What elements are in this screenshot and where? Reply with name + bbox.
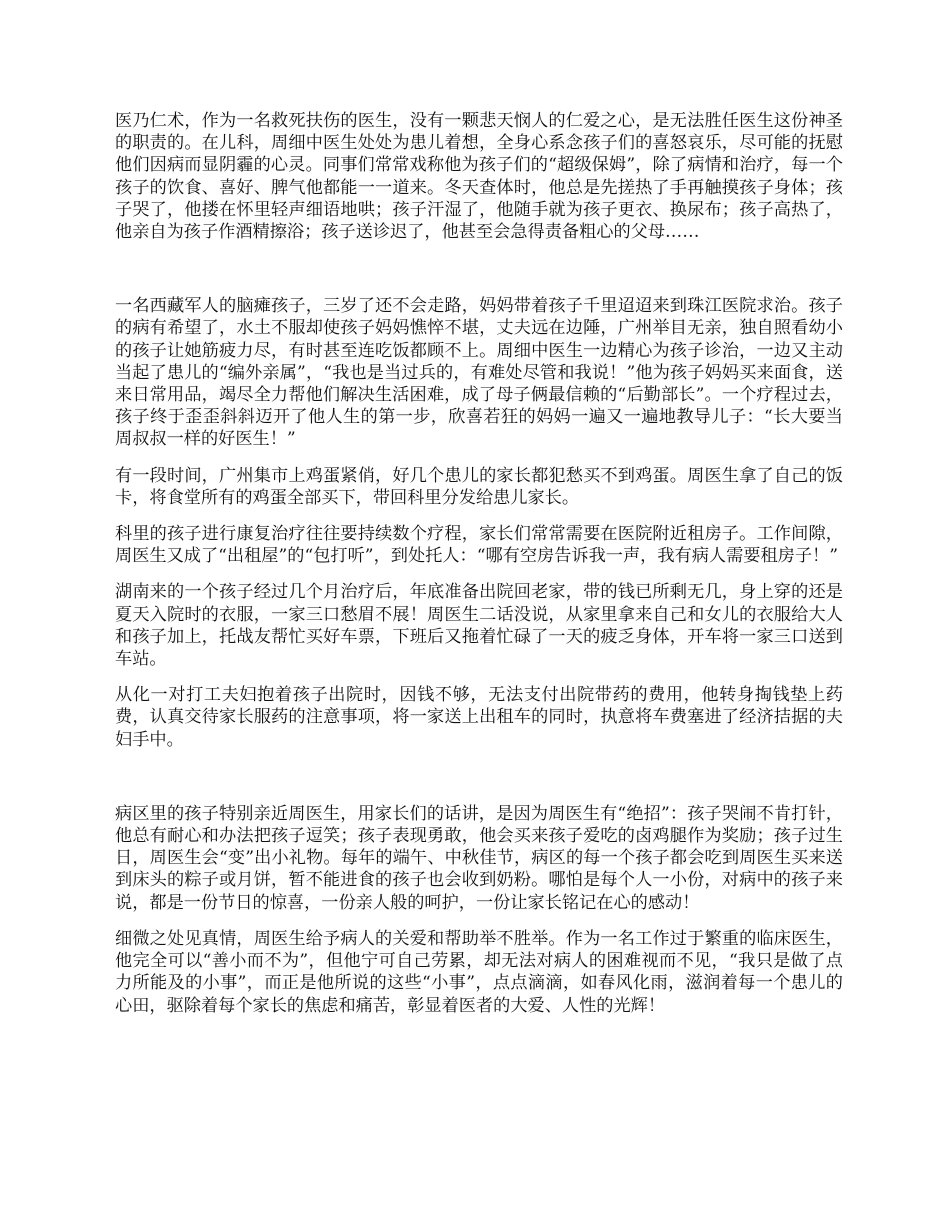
document-body — [115, 110, 843, 1017]
paragraph: 湖南来的一个孩子经过几个月治疗后，年底准备出院回老家，带的钱已所剩无几，身上穿的还是夏天入院时的衣服，一家三口愁眉不展！周医生二话没说，从家里拿来自己和女儿的衣服给大人和孩子加上，托战友帮忙买好车票，下班后又拖着忙碌了一天的疲乏身体，开车将一家三口送到车站。 — [115, 582, 843, 670]
section-gap — [115, 243, 843, 295]
paragraph-gap — [115, 451, 843, 465]
paragraph-gap — [115, 670, 843, 684]
paragraph: 有一段时间，广州集市上鸡蛋紧俏，好几个患儿的家长都犯愁买不到鸡蛋。周医生拿了自己的饭卡，将食堂所有的鸡蛋全部买下，带回科里分发给患儿家长。 — [115, 465, 843, 508]
paragraph: 科里的孩子进行康复治疗往往要持续数个疗程，家长们常常需要在医院附近租房子。工作间隙，周医生又成了“出租屋”的“包打听”，到处托人：“哪有空房告诉我一声，我有病人需要租房子！” — [115, 524, 843, 567]
paragraph: 一名西藏军人的脑瘫孩子，三岁了还不会走路，妈妈带着孩子千里迢迢来到珠江医院求治。孩子的病有希望了，水土不服却使孩子妈妈憔悴不堪，丈夫远在边陲，广州举目无亲，独自照看幼小的孩子让她筋疲力尽，有时甚至连吃饭都顾不上。周细中医生一边精心为孩子诊治，一边又主动当起了患儿的“编外亲属”，“我也是当过兵的，有难处尽管和我说！”他为孩子妈妈买来面食，送来日常用品，竭尽全力帮他们解决生活困难，成了母子俩最信赖的“后勤部长”。一个疗程过去，孩子终于歪歪斜斜迈开了他人生的第一步，欣喜若狂的妈妈一遍又一遍地教导儿子：“长大要当周叔叔一样的好医生！” — [115, 296, 843, 450]
paragraph: 细微之处见真情，周医生给予病人的关爱和帮助举不胜举。作为一名工作过于繁重的临床医生，他完全可以“善小而不为”，但他宁可自己劳累，却无法对病人的困难视而不见，“我只是做了点力所能及的小事”，而正是他所说的这些“小事”，点点滴滴，如春风化雨，滋润着每一个患儿的心田，驱除着每个家长的焦虑和痛苦，彰显着医者的大爱、人性的光辉！ — [115, 928, 843, 1016]
section-gap — [115, 751, 843, 803]
paragraph-gap — [115, 509, 843, 523]
paragraph: 医乃仁术，作为一名救死扶伤的医生，没有一颗悲天悯人的仁爱之心，是无法胜任医生这份神圣的职责的。在儿科，周细中医生处处为患儿着想，全身心系念孩子们的喜怒哀乐，尽可能的抚慰他们因病而显阴霾的心灵。同事们常常戏称他为孩子们的“超级保姆”，除了病情和治疗，每一个孩子的饮食、喜好、脾气他都能一一道来。冬天查体时，他总是先搓热了手再触摸孩子身体；孩子哭了，他搂在怀里轻声细语地哄；孩子汗湿了，他随手就为孩子更衣、换尿布；孩子高热了，他亲自为孩子作酒精擦浴；孩子送诊迟了，他甚至会急得责备粗心的父母…… — [115, 111, 843, 243]
paragraph: 从化一对打工夫妇抱着孩子出院时，因钱不够，无法支付出院带药的费用，他转身掏钱垫上药费，认真交待家长服药的注意事项，将一家送上出租车的同时，执意将车费塞进了经济拮据的夫妇手中。 — [115, 685, 843, 750]
paragraph-gap — [115, 567, 843, 581]
paragraph-gap — [115, 914, 843, 928]
paragraph: 病区里的孩子特别亲近周医生，用家长们的话讲，是因为周医生有“绝招”：孩子哭闹不肯打针，他总有耐心和办法把孩子逗笑；孩子表现勇敢，他会买来孩子爱吃的卤鸡腿作为奖励；孩子过生日，周医生会“变”出小礼物。每年的端午、中秋佳节，病区的每一个孩子都会吃到周医生买来送到床头的粽子或月饼，暂不能进食的孩子也会收到奶粉。哪怕是每个人一小份，对病中的孩子来说，都是一份节日的惊喜，一份亲人般的呵护，一份让家长铭记在心的感动！ — [115, 803, 843, 913]
